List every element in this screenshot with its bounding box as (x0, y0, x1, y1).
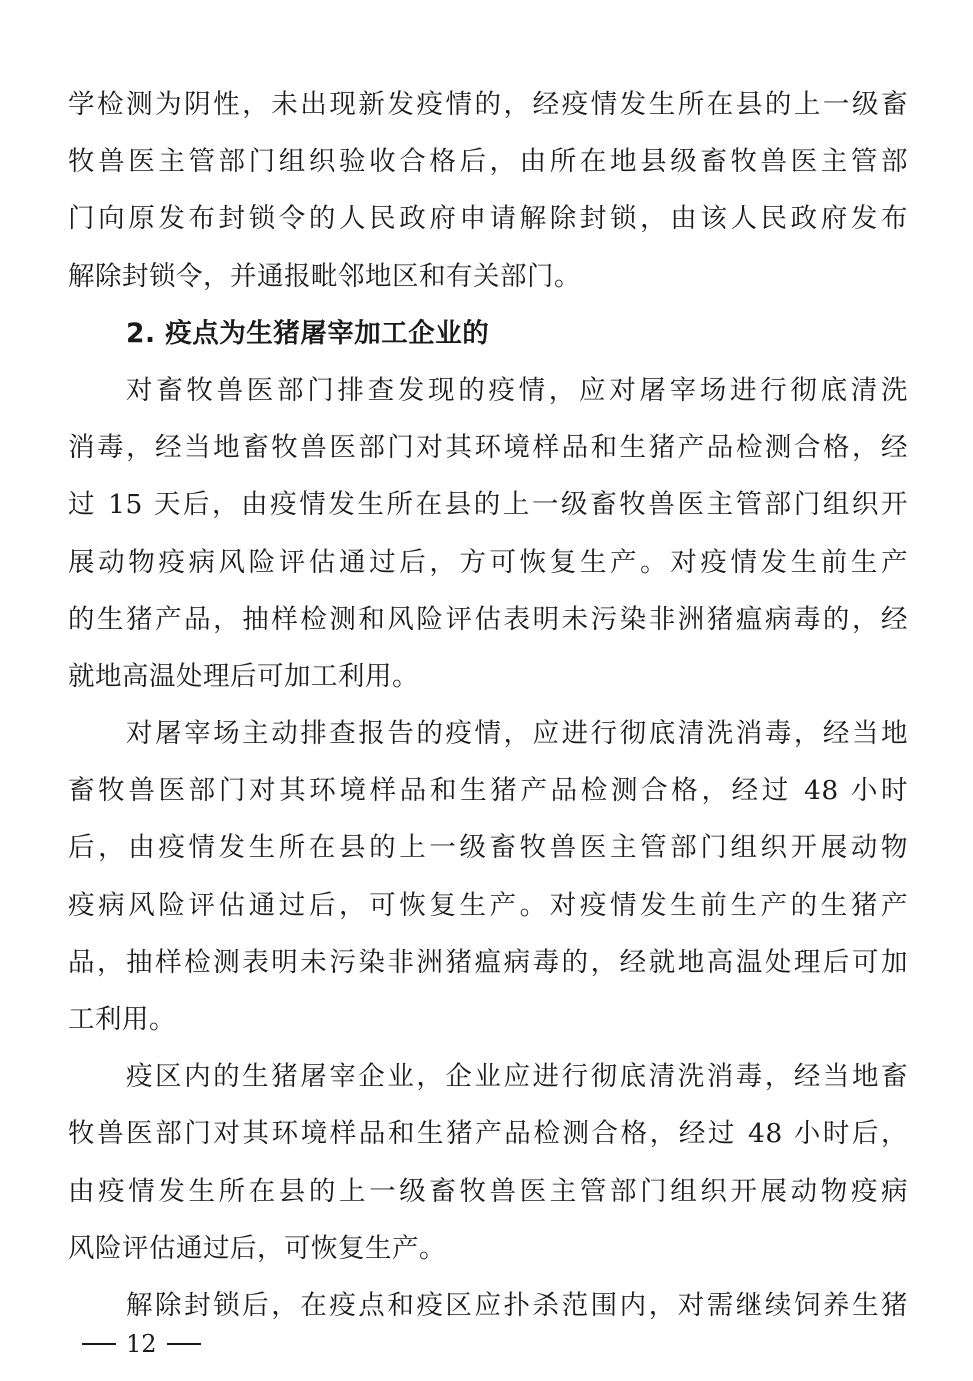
text-line: 解除封锁后，在疫点和疫区应扑杀范围内，对需继续饲养生猪 (126, 1289, 908, 1321)
page-footer (82, 1330, 201, 1358)
text-line: 疫病风险评估通过后，可恢复生产。对疫情发生前生产的生猪产 (68, 889, 908, 921)
text-line: 学检测为阴性，未出现新发疫情的，经疫情发生所在县的上一级畜 (68, 89, 908, 120)
text-line: 的生猪产品，抽样检测和风险评估表明未污染非洲猪瘟病毒的，经 (68, 603, 908, 635)
footer-dash-right (167, 1343, 201, 1345)
text-line: 牧兽医部门对其环境样品和生猪产品检测合格，经过 48 小时后， (68, 1118, 908, 1150)
page-number: 12 (126, 1330, 157, 1358)
text-line: 消毒，经当地畜牧兽医部门对其环境样品和生猪产品检测合格，经 (68, 432, 908, 464)
text-line: 工利用。 (68, 1004, 176, 1035)
text-line: 牧兽医主管部门组织验收合格后，由所在地县级畜牧兽医主管部 (68, 146, 908, 178)
text-line: 就地高温处理后可加工利用。 (68, 660, 419, 692)
text-line: 风险评估通过后，可恢复生产。 (68, 1232, 446, 1264)
text-line: 过 15 天后，由疫情发生所在县的上一级畜牧兽医主管部门组织开 (68, 489, 908, 521)
text-line: 畜牧兽医部门对其环境样品和生猪产品检测合格，经过 48 小时 (68, 775, 908, 807)
footer-dash-left (82, 1343, 116, 1345)
text-line: 疫区内的生猪屠宰企业，企业应进行彻底清洗消毒，经当地畜 (126, 1061, 908, 1093)
text-line: 后，由疫情发生所在县的上一级畜牧兽医主管部门组织开展动物 (68, 832, 908, 864)
text-line: 展动物疫病风险评估通过后，方可恢复生产。对疫情发生前生产 (68, 546, 908, 578)
text-line: 对屠宰场主动排查报告的疫情，应进行彻底清洗消毒，经当地 (126, 718, 908, 750)
text-line: 解除封锁令，并通报毗邻地区和有关部门。 (68, 260, 581, 292)
document-body (68, 76, 908, 1334)
section-heading: 2. 疫点为生猪屠宰加工企业的 (126, 317, 490, 349)
text-line: 品，抽样检测表明未污染非洲猪瘟病毒的，经就地高温处理后可加 (68, 946, 908, 978)
text-line: 门向原发布封锁令的人民政府申请解除封锁，由该人民政府发布 (68, 203, 908, 235)
text-line: 对畜牧兽医部门排查发现的疫情，应对屠宰场进行彻底清洗 (126, 374, 908, 406)
text-line: 由疫情发生所在县的上一级畜牧兽医主管部门组织开展动物疫病 (68, 1175, 908, 1207)
